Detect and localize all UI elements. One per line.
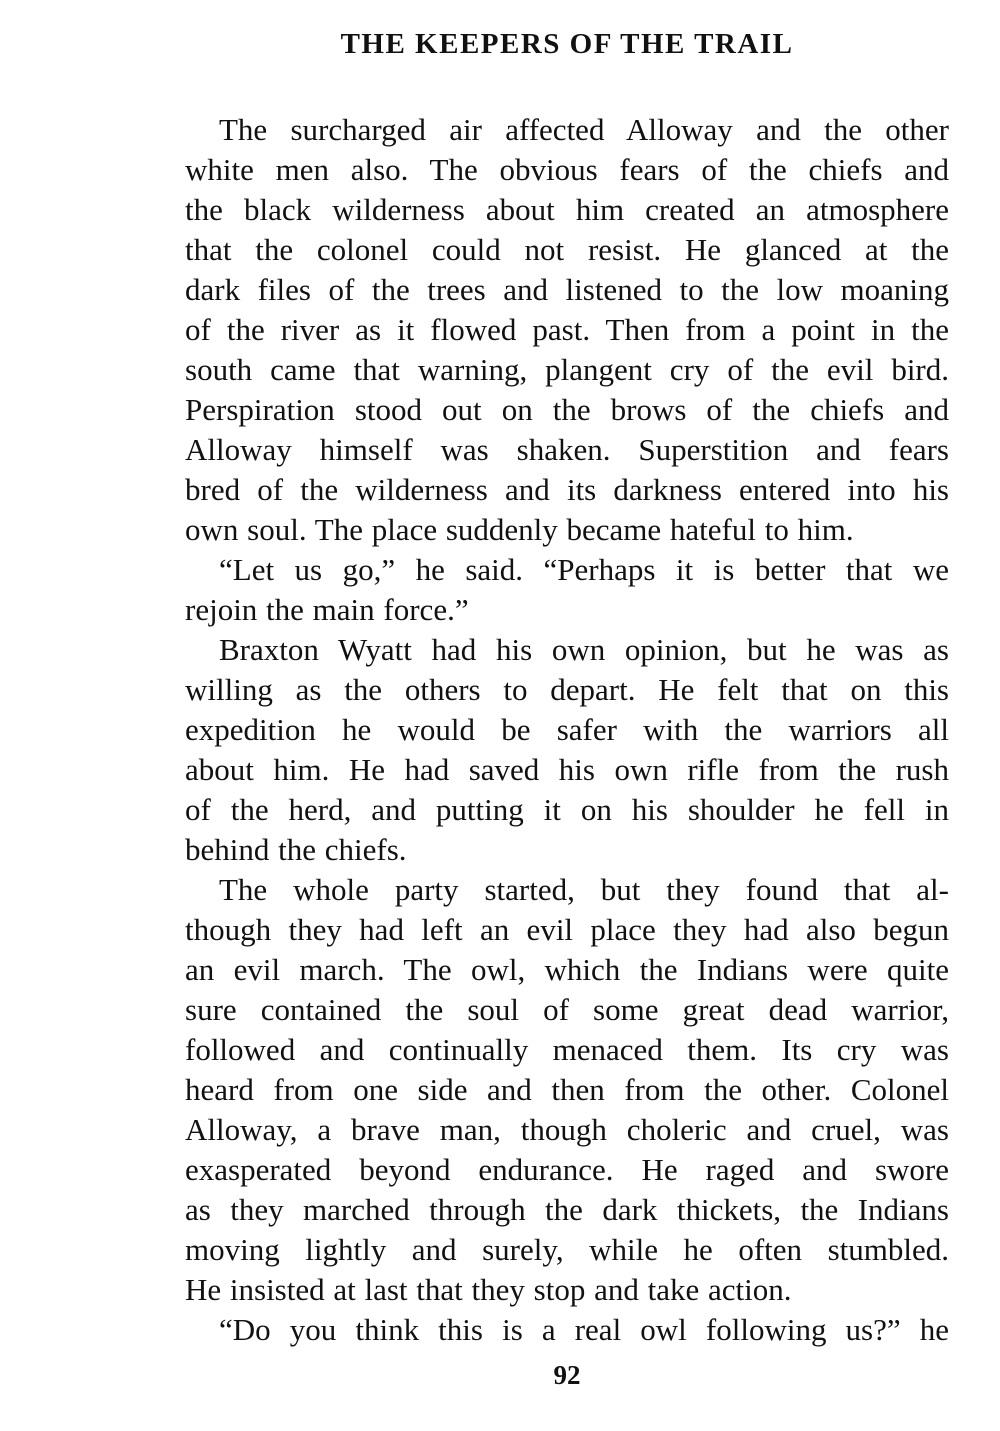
text-line: Perspiration stood out on the brows of the chiefs and bbox=[185, 392, 949, 427]
text-line: heard from one side and then from the other. Colonel bbox=[185, 1072, 949, 1107]
text-line: though they had left an evil place they had also begun bbox=[185, 912, 949, 947]
text-line: the black wilderness about him created an atmosphere bbox=[185, 192, 949, 227]
text-line: behind the chiefs. bbox=[185, 832, 407, 867]
text-line: “Do you think this is a real owl following us?” he bbox=[219, 1312, 949, 1347]
text-line: white men also. The obvious fears of the chiefs and bbox=[185, 152, 949, 187]
text-line: that the colonel could not resist. He glanced at the bbox=[185, 232, 949, 267]
text-line: exasperated beyond endurance. He raged and swore bbox=[185, 1152, 949, 1187]
text-line: Alloway himself was shaken. Superstition and fears bbox=[185, 432, 949, 467]
text-line: Alloway, a brave man, though choleric and cruel, was bbox=[185, 1112, 949, 1147]
text-line: willing as the others to depart. He felt that on this bbox=[185, 672, 949, 707]
text-line: The whole party started, but they found that al- bbox=[219, 872, 949, 907]
text-line: sure contained the soul of some great dead warrior, bbox=[185, 992, 949, 1027]
text-line: rejoin the main force.” bbox=[185, 592, 469, 627]
running-head: THE KEEPERS OF THE TRAIL bbox=[340, 28, 794, 60]
text-line: followed and continually menaced them. Its cry was bbox=[185, 1032, 949, 1067]
body-text bbox=[185, 110, 949, 1350]
text-line: of the herd, and putting it on his shoulder he fell in bbox=[185, 792, 949, 827]
text-line: moving lightly and surely, while he often stumbled. bbox=[185, 1232, 949, 1267]
text-line: an evil march. The owl, which the Indians were quite bbox=[185, 952, 949, 987]
paragraph bbox=[185, 870, 949, 1310]
paragraph bbox=[185, 550, 949, 630]
text-line: “Let us go,” he said. “Perhaps it is better that we bbox=[219, 552, 949, 587]
text-line: south came that warning, plangent cry of the evil bird. bbox=[185, 352, 949, 387]
text-line: He insisted at last that they stop and take action. bbox=[185, 1272, 792, 1307]
page-number: 92 bbox=[553, 1360, 581, 1390]
text-line: of the river as it flowed past. Then from a point in the bbox=[185, 312, 949, 347]
text-line: own soul. The place suddenly became hateful to him. bbox=[185, 512, 854, 547]
text-line: expedition he would be safer with the warriors all bbox=[185, 712, 949, 747]
paragraph bbox=[185, 630, 949, 870]
text-line: about him. He had saved his own rifle from the rush bbox=[185, 752, 949, 787]
text-line: as they marched through the dark thickets, the Indians bbox=[185, 1192, 949, 1227]
paragraph bbox=[185, 110, 949, 550]
text-line: The surcharged air affected Alloway and the other bbox=[219, 112, 949, 147]
text-line: bred of the wilderness and its darkness entered into his bbox=[185, 472, 949, 507]
paragraph bbox=[185, 1310, 949, 1350]
text-line: Braxton Wyatt had his own opinion, but he was as bbox=[219, 632, 949, 667]
text-line: dark files of the trees and listened to the low moaning bbox=[185, 272, 949, 307]
